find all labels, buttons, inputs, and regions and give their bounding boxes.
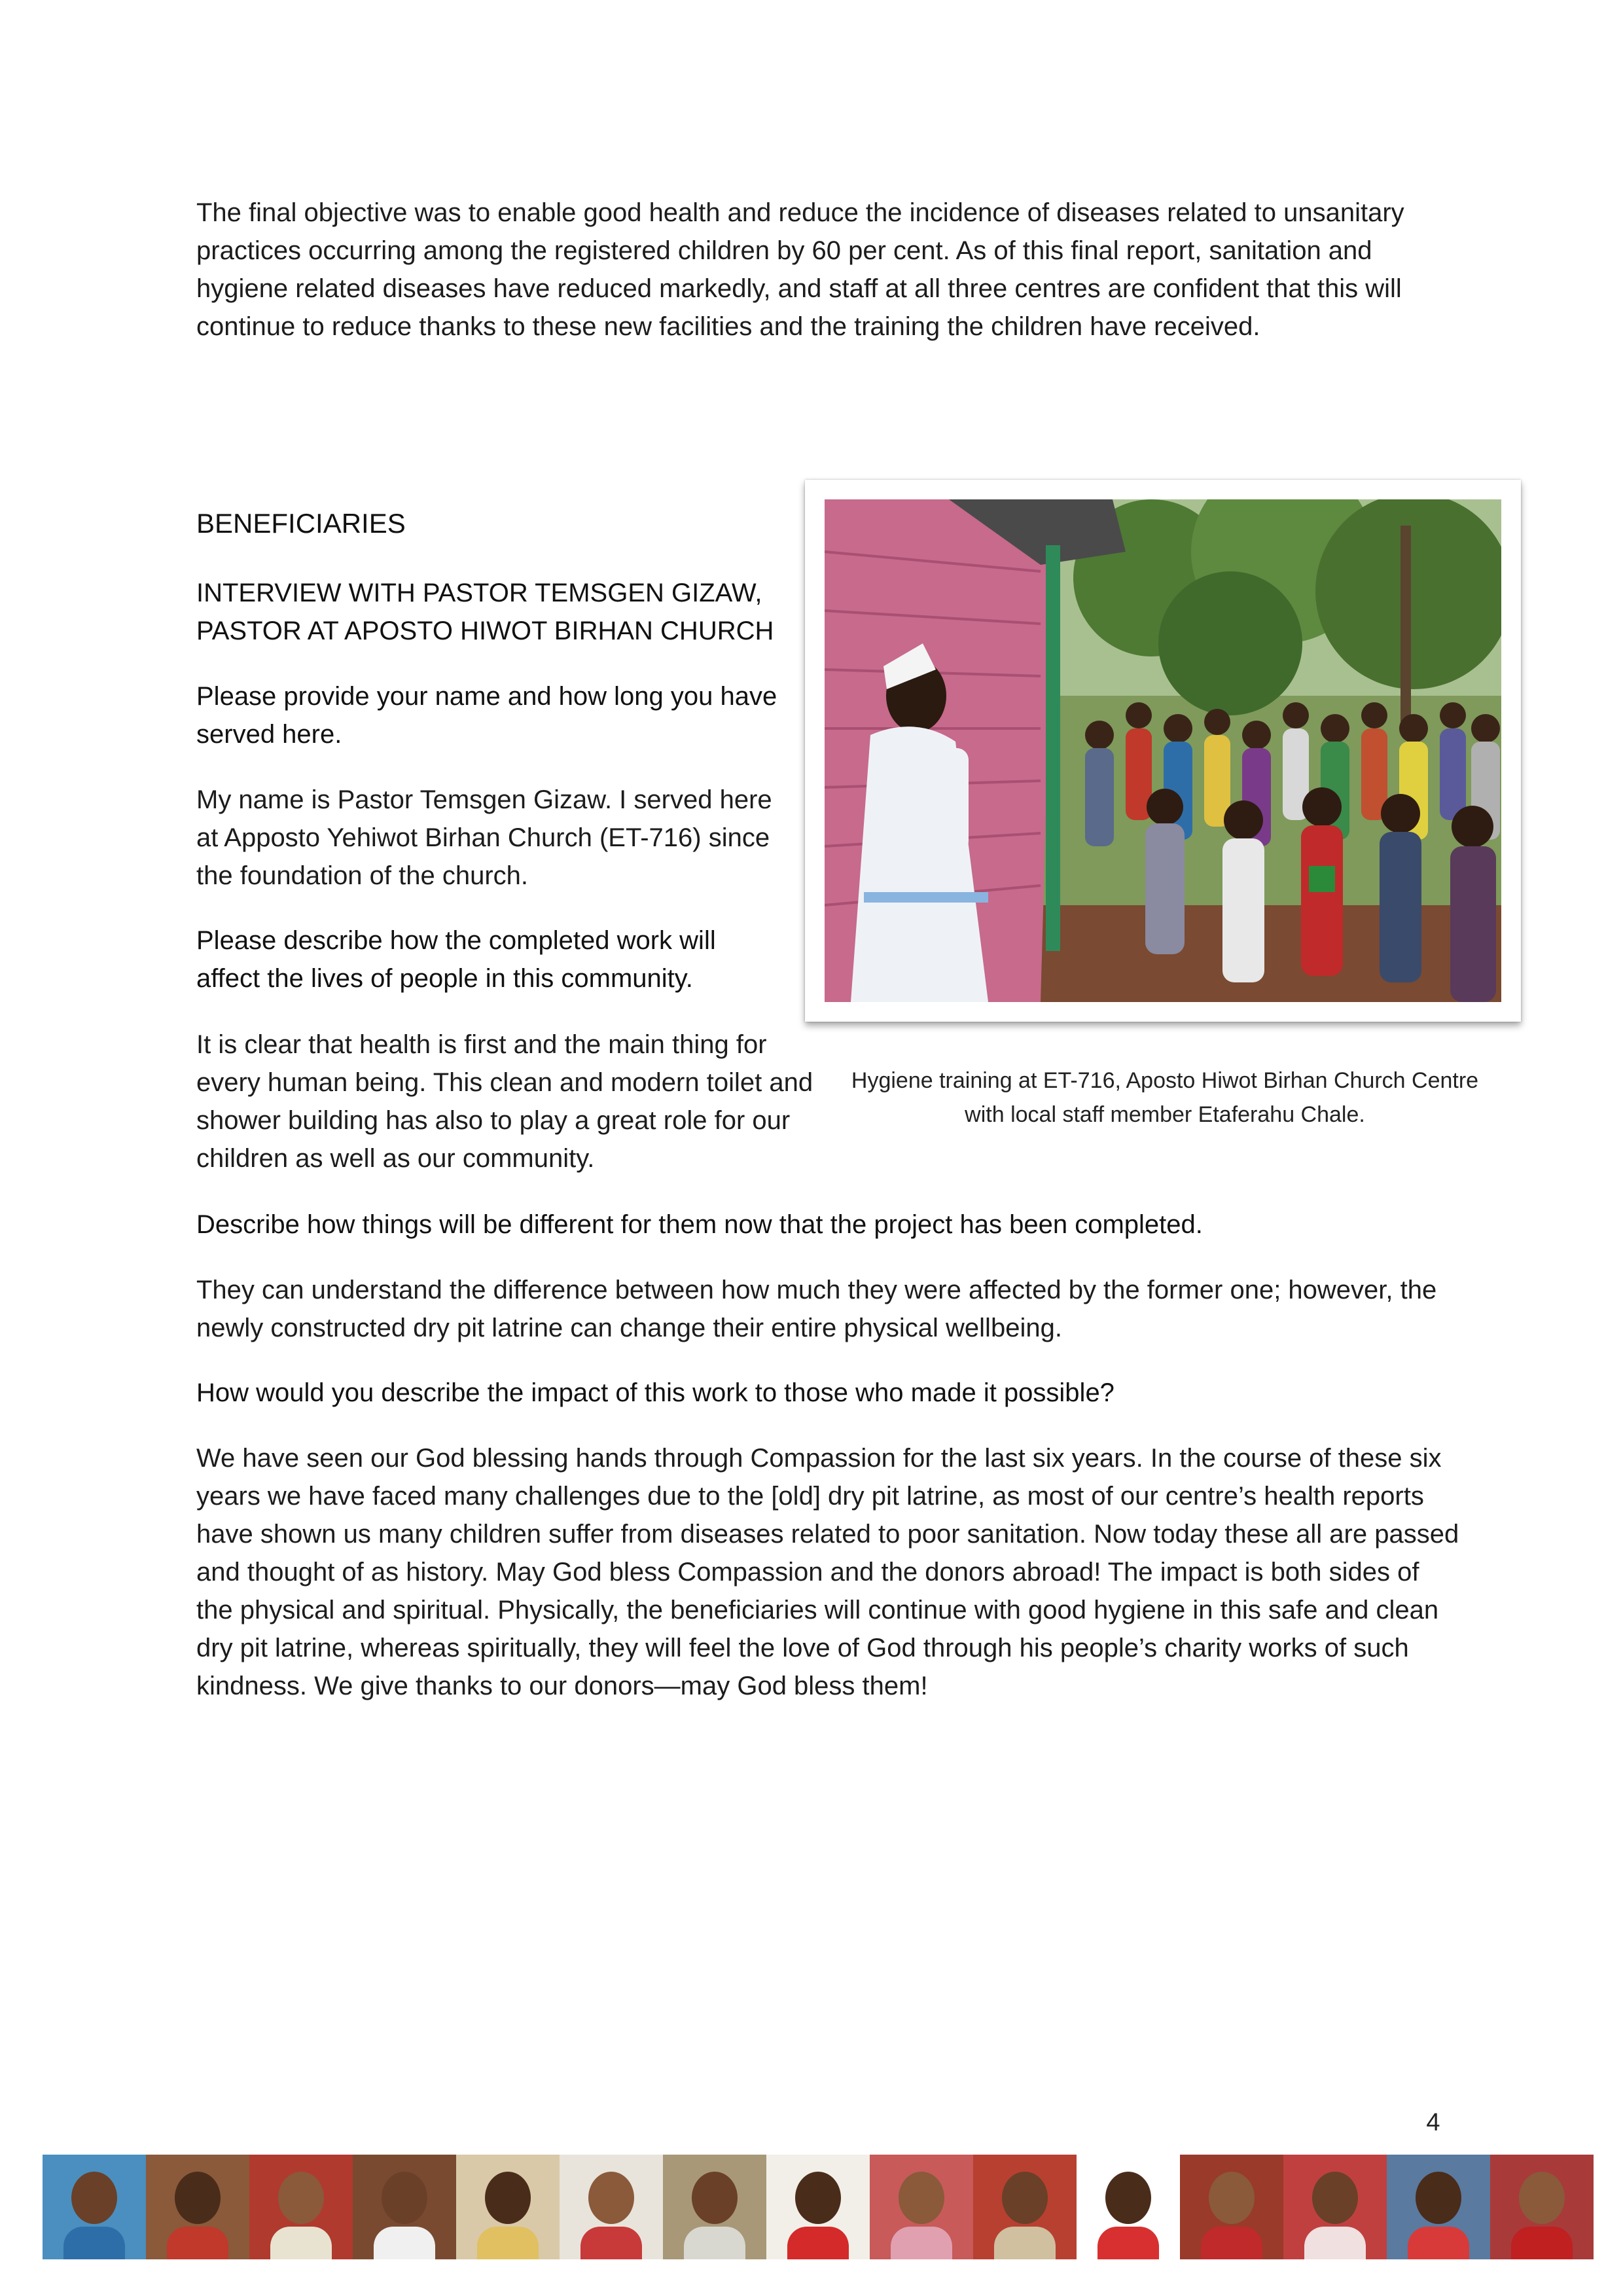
child-face	[1105, 2172, 1151, 2224]
child-face	[175, 2172, 221, 2224]
intro-paragraph: The final objective was to enable good health and reduce the incidence of diseases related to unsanitary practices occurring among the registered children by 60 per cent. As of this final report, sanitation and hygiene related diseases have reduced markedly, and staff at all three centres are confident that this will continue to reduce thanks to these new facilities and the training the children have received.	[196, 198, 1404, 341]
footer-photo-tile	[1283, 2155, 1387, 2259]
child-face	[588, 2172, 634, 2224]
footer-photo-tile	[43, 2155, 146, 2259]
child-shirt	[580, 2227, 643, 2259]
child-face	[382, 2172, 427, 2224]
child-face	[795, 2172, 841, 2224]
question-1: Please provide your name and how long you have served here.	[196, 682, 777, 749]
answer-1: My name is Pastor Temsgen Gizaw. I served here at Apposto Yehiwot Birhan Church (ET-716) since the foundation of the church.	[196, 785, 772, 890]
footer-photo-tile	[870, 2155, 973, 2259]
hygiene-training-photo-frame	[805, 480, 1521, 1022]
footer-photo-tile	[456, 2155, 560, 2259]
child-shirt	[167, 2227, 229, 2259]
answer-3: They can understand the difference between how much they were affected by the former one; however, the newly constructed dry pit latrine can change their entire physical wellbeing.	[196, 1276, 1437, 1342]
footer-photo-tile	[1490, 2155, 1594, 2259]
child-face	[899, 2172, 944, 2224]
child-shirt	[63, 2227, 126, 2259]
child-shirt	[1201, 2227, 1263, 2259]
footer-photo-tile	[1180, 2155, 1283, 2259]
child-shirt	[891, 2227, 953, 2259]
child-face	[1416, 2172, 1461, 2224]
child-shirt	[1304, 2227, 1366, 2259]
answer-2: It is clear that health is first and the main thing for every human being. This clean and modern toilet and shower building has also to play a great role for our children as well as our community.	[196, 1030, 813, 1173]
child-face	[1519, 2172, 1565, 2224]
child-shirt	[1408, 2227, 1470, 2259]
footer-photo-tile	[146, 2155, 249, 2259]
child-face	[1002, 2172, 1048, 2224]
footer-photo-tile	[353, 2155, 456, 2259]
footer-photo-tile	[560, 2155, 663, 2259]
footer-photo-tile	[1077, 2155, 1180, 2259]
question-3: Describe how things will be different for them now that the project has been completed.	[196, 1210, 1203, 1239]
child-face	[1312, 2172, 1358, 2224]
footer-children-photo-strip	[43, 2155, 1594, 2259]
child-shirt	[684, 2227, 746, 2259]
hygiene-training-photo	[825, 499, 1501, 1002]
child-shirt	[1097, 2227, 1160, 2259]
child-shirt	[994, 2227, 1056, 2259]
photo-caption	[825, 1064, 1505, 1132]
child-face	[278, 2172, 324, 2224]
section-heading: BENEFICIARIES	[196, 508, 406, 539]
child-face	[71, 2172, 117, 2224]
child-shirt	[374, 2227, 436, 2259]
footer-photo-tile	[1387, 2155, 1490, 2259]
page-number: 4	[1426, 2109, 1440, 2136]
answer-4: We have seen our God blessing hands through Compassion for the last six years. In the course of these six years we have faced many challenges due to the [old] dry pit latrine, as most of our centre’s health reports have shown us many children suffer from diseases related to poor sanitation. Now today these all are passed and thought of as history. May God bless Compassion and the donors abroad! The impact is both sides of the physical and spiritual. Physically, the beneficiaries will continue with good hygiene in this safe and clean dry pit latrine, whereas spiritually, they will feel the love of God through his people’s charity works of such kindness. We give thanks to our donors—may God bless them!	[196, 1444, 1459, 1700]
photo-caption-line2: with local staff member Etaferahu Chale.	[965, 1102, 1365, 1127]
interview-heading-line1: INTERVIEW WITH PASTOR TEMSGEN GIZAW,	[196, 579, 762, 607]
child-shirt	[787, 2227, 849, 2259]
photo-illustration	[825, 499, 1501, 1002]
interview-heading-line2: PASTOR AT APOSTO HIWOT BIRHAN CHURCH	[196, 617, 774, 645]
question-2: Please describe how the completed work will affect the lives of people in this community.	[196, 926, 716, 993]
footer-photo-tile	[766, 2155, 870, 2259]
child-shirt	[270, 2227, 332, 2259]
footer-photo-tile	[973, 2155, 1077, 2259]
child-face	[1209, 2172, 1255, 2224]
child-face	[692, 2172, 738, 2224]
footer-photo-tile	[663, 2155, 766, 2259]
interview-heading	[196, 574, 785, 650]
photo-caption-line1: Hygiene training at ET-716, Aposto Hiwot Birhan Church Centre	[851, 1068, 1479, 1093]
question-4: How would you describe the impact of this work to those who made it possible?	[196, 1378, 1115, 1407]
child-shirt	[477, 2227, 539, 2259]
footer-photo-tile	[249, 2155, 353, 2259]
child-face	[485, 2172, 531, 2224]
child-shirt	[1511, 2227, 1573, 2259]
